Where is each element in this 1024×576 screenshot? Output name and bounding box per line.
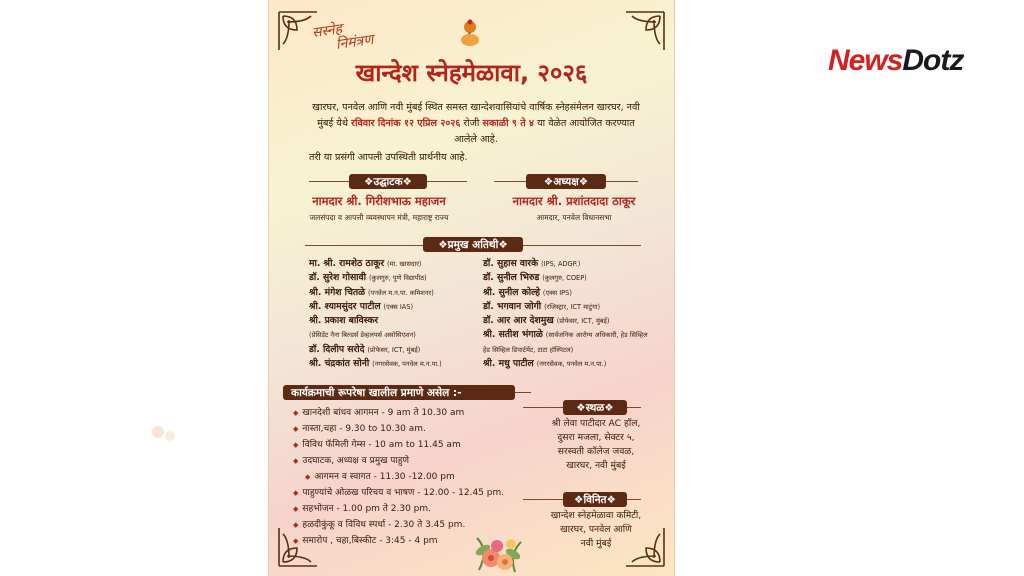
list-item: ◆ आगमन व स्वागत - 11.30 -12.00 pm [293, 469, 504, 485]
list-item: डॉ. सुहास वारके (IPS, ADGP.) [483, 258, 581, 269]
inaugurator-name: नामदार श्री. गिरीशभाऊ महाजन [312, 194, 446, 208]
venue-address: श्री लेवा पाटीदार AC हॉल, दुसरा मजला, सेक्टर ५, सरस्वती कॉलेज जवळ, खारघर, नवी मुंबई [551, 418, 641, 471]
list-item: (प्रेसिडेंट नैना बिल्डर्स डेव्हलपर्स असोसिएशन) [309, 331, 416, 340]
intro-paragraph: खारघर, पनवेल आणि नवी मुंबई स्थित समस्त खान्देशवासियांचे वार्षिक स्नेहसंमेलन खारघर, नवी मुंबई येथे रविवार दिनांक १२ एप्रिल २०२६ रोजी सकाळी ९ ते ४ या वेळेत आयोजित करण्यात आलेले आहे. [312, 102, 640, 145]
guest-list-right [483, 257, 648, 371]
newsdotz-logo: NewsDotz [828, 44, 964, 77]
list-item: श्री. सुनील कोल्हे (एक्स IPS) [483, 286, 572, 298]
list-item: श्री. श्यामसुंदर पाटील (एक्स IAS) [309, 300, 414, 312]
list-item: डॉ. सुरेश गोसावी (कुलगुरु, पुणे विद्यापीठ) [309, 272, 427, 284]
list-item: डॉ. दिलीप सरोदे (प्रोफेसर, ICT, मुंबई) [309, 343, 421, 355]
list-item: श्री. मंगेश चितळे (पनवेल म.न.पा. कमिशनर) [309, 286, 434, 298]
inaugurator-desc: जलसंपदा व आपत्ती व्यवस्थापन मंत्री, महाराष्ट्र राज्य [309, 213, 449, 222]
president-name: नामदार श्री. प्रशांतदादा ठाकूर [512, 194, 636, 208]
list-item: श्री. चंद्रकांत सोनी (नगरसेवक, पनवेल म.न.पा.) [309, 358, 442, 370]
list-item: ◆ नास्ता,चहा - 9.30 to 10.30 am. [293, 421, 504, 437]
invitation-card [268, 0, 675, 576]
list-item: डॉ. आर आर देशमुख (प्रोफेसर, ICT, मुंबई) [483, 315, 610, 327]
list-item: ◆ खानदेशी बांधव आगमन - 9 am ते 10.30 am [293, 405, 504, 421]
inaugurator-heading: ❖ उद्घाटक ❖ [349, 174, 427, 189]
greeting: सस्नेह निमंत्रण [311, 21, 375, 53]
flower-bouquet-icon [469, 520, 527, 576]
list-item: श्री. मधु पाटील (नगरसेवक, पनवेल म.न.पा.) [483, 358, 607, 370]
invite-line: तरी या प्रसंगी आपली उपस्थिती प्रार्थनीय आहे. [309, 152, 468, 163]
list-item: हेड सिव्हिल डिपार्टमेंट, टाटा हॉस्पिटल) [483, 345, 574, 354]
guests-heading: ❖ प्रमुख अतिथी ❖ [423, 237, 523, 252]
list-item: ◆ सहभोजन - 1.00 pm ते 2.30 pm. [293, 501, 504, 517]
guest-list-left [309, 257, 442, 371]
page-title: खान्देश स्नेहमेळावा, २०२६ [355, 59, 588, 87]
program-heading: कार्यक्रमाची रूपरेषा खालील प्रमाणे असेल :- [283, 385, 515, 400]
host-heading: ❖ विनित ❖ [563, 492, 627, 507]
ganesha-icon [457, 18, 483, 48]
list-item: ◆ समारोप , चहा,बिस्कीट - 3:45 - 4 pm [293, 533, 504, 549]
list-item: ◆ विविध फॅमिली गेम्स - 10 am to 11.45 am [293, 437, 504, 453]
list-item: श्री. सतीश भंगाळे (सार्वजनिक आरोग्य अधिकारी, हेड सिव्हिल [483, 329, 648, 341]
host-committee: खान्देश स्नेहमेळावा कमिटी, खारघर, पनवेल आणि नवी मुंबई [550, 510, 642, 549]
president-desc: आमदार, पनवेल विधानसभा [536, 213, 612, 222]
decorative-blur [148, 420, 188, 450]
list-item: ◆ उदघाटक, अध्यक्ष व प्रमुख पाहुणे [293, 453, 504, 469]
list-item: ◆ हळदीकुंकू व विविध स्पर्धा - 2.30 ते 3.45 pm. [293, 517, 504, 533]
list-item: डॉ. सुनील भिरुड (कुलगुरु, COEP) [483, 272, 587, 284]
list-item: श्री. प्रकाश बाविस्कर [309, 315, 379, 327]
venue-heading: ❖ स्थळ ❖ [563, 400, 627, 415]
president-heading: ❖ अध्यक्ष ❖ [526, 174, 606, 189]
list-item: मा. श्री. रामशेठ ठाकूर (मा. खासदार) [309, 258, 422, 269]
list-item: डॉ. भगवान जोगी (रजिस्ट्रार, ICT माटुंगा) [483, 300, 601, 312]
corner-ornament-icon [622, 8, 668, 54]
list-item: ◆ पाहुण्यांचे ओळख परिचय व भाषण - 12.00 - 12.45 pm. [293, 485, 504, 501]
